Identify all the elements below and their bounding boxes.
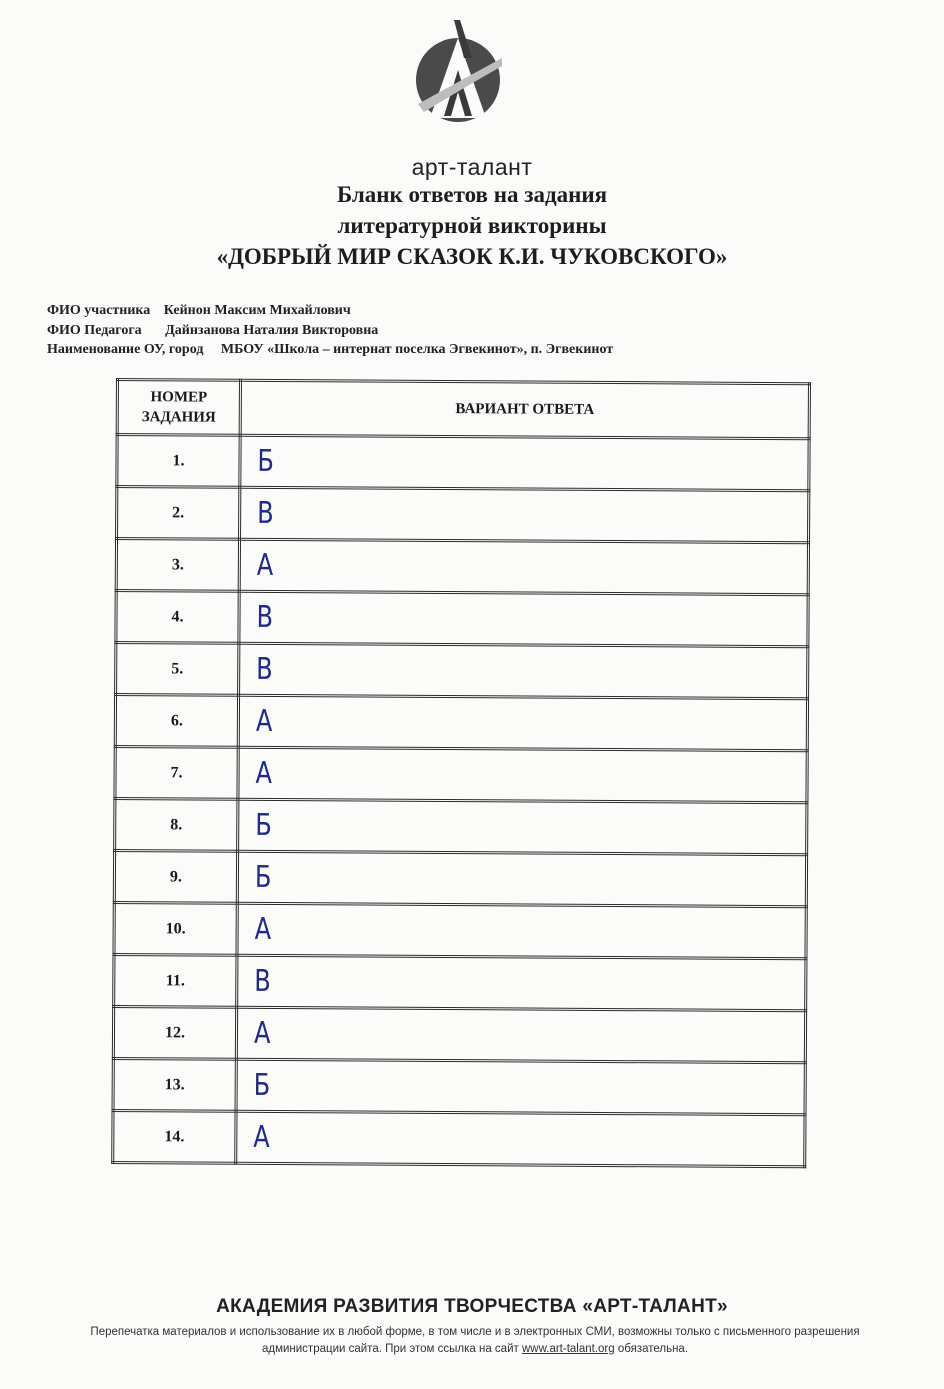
header-answer: ВАРИАНТ ОТВЕТА xyxy=(240,380,809,438)
footer-note-text: Перепечатка материалов и использование их в любой форме, в том числе и в электронных СМИ, возможны только с письменного разрешения администрации сайта. При этом ссылка на сайт xyxy=(90,1326,860,1355)
answer-cell xyxy=(239,643,808,698)
task-number: 4. xyxy=(116,591,239,644)
answer-cell xyxy=(236,1059,805,1114)
teacher-value: Дайнзанова Наталия Викторовна xyxy=(165,323,379,338)
table-row xyxy=(114,851,806,907)
footer-note xyxy=(80,1324,870,1358)
handwritten-answer: В xyxy=(257,495,274,531)
art-talant-logo-icon xyxy=(410,18,506,138)
answer-cell xyxy=(236,1007,805,1062)
task-number: 9. xyxy=(114,851,237,904)
quiz-name: «ДОБРЫЙ МИР СКАЗОК К.И. ЧУКОВСКОГО» xyxy=(216,244,728,269)
task-number: 6. xyxy=(115,695,238,748)
task-number: 10. xyxy=(114,902,237,955)
handwritten-answer: А xyxy=(253,1015,271,1051)
table-row xyxy=(116,539,808,595)
table-row xyxy=(116,591,808,647)
handwritten-answer: А xyxy=(254,911,272,947)
answer-cell xyxy=(238,747,807,802)
table-row xyxy=(113,1058,805,1114)
school-value: МБОУ «Школа – интернат поселка Эгвекинот», п. Эгвекинот xyxy=(220,342,614,357)
answer-cell xyxy=(237,903,806,958)
task-number: 1. xyxy=(117,435,240,488)
site-link[interactable]: www.art-talant.org xyxy=(521,1343,615,1355)
answer-cell xyxy=(237,851,806,906)
table-row xyxy=(113,1110,805,1166)
footer-note-end: обязательна. xyxy=(614,1343,689,1355)
task-number: 8. xyxy=(115,799,238,852)
header-number-line2: ЗАДАНИЯ xyxy=(141,409,216,426)
school-line xyxy=(47,342,613,358)
table-row xyxy=(117,435,809,491)
task-number: 5. xyxy=(116,643,239,696)
handwritten-answer: В xyxy=(256,651,273,687)
form-title-line1: Бланк ответов на задания xyxy=(336,182,608,207)
participant-label: ФИО участника xyxy=(47,303,151,318)
task-number: 3. xyxy=(116,539,239,592)
teacher-line xyxy=(47,323,378,339)
handwritten-answer: А xyxy=(255,703,273,739)
footer-title: АКАДЕМИЯ РАЗВИТИЯ ТВОРЧЕСТВА «АРТ-ТАЛАНТ» xyxy=(216,1296,728,1317)
table-row xyxy=(117,487,809,543)
answer-cell xyxy=(240,487,809,542)
table-header-row xyxy=(117,380,809,439)
brand-name: арт-талант xyxy=(411,154,533,180)
table-row xyxy=(116,643,808,699)
answer-cell xyxy=(237,955,806,1010)
handwritten-answer: Б xyxy=(255,807,272,843)
header-number-line1: НОМЕР xyxy=(150,389,208,406)
answer-cell xyxy=(240,435,809,490)
answer-cell xyxy=(236,1111,805,1166)
teacher-label: ФИО Педагога xyxy=(47,323,142,338)
handwritten-answer: Б xyxy=(257,443,275,479)
task-number: 11. xyxy=(114,954,237,1007)
handwritten-answer: В xyxy=(256,599,274,635)
table-row xyxy=(115,695,807,751)
table-row xyxy=(113,1006,805,1062)
participant-value: Кейнон Максим Михайлович xyxy=(163,303,351,318)
handwritten-answer: В xyxy=(254,963,271,999)
task-number: 13. xyxy=(113,1058,236,1111)
handwritten-answer: А xyxy=(255,755,273,791)
form-title-line2: литературной викторины xyxy=(337,213,607,238)
handwritten-answer: А xyxy=(256,547,274,583)
answer-cell xyxy=(239,591,808,646)
task-number: 12. xyxy=(113,1006,236,1059)
handwritten-answer: Б xyxy=(253,1067,271,1103)
table-row xyxy=(114,954,806,1010)
table-row xyxy=(115,799,807,855)
answer-cell xyxy=(239,539,808,594)
table-row xyxy=(115,747,807,803)
answer-cell xyxy=(238,695,807,750)
task-number: 2. xyxy=(117,487,240,540)
handwritten-answer: А xyxy=(253,1119,270,1155)
header-number xyxy=(117,380,240,436)
school-label: Наименование ОУ, город xyxy=(47,342,204,357)
participant-line xyxy=(47,303,351,319)
answer-cell xyxy=(238,799,807,854)
task-number: 7. xyxy=(115,747,238,800)
handwritten-answer: Б xyxy=(254,859,272,895)
task-number: 14. xyxy=(113,1110,236,1163)
answers-table xyxy=(111,378,811,1168)
table-row xyxy=(114,902,806,958)
